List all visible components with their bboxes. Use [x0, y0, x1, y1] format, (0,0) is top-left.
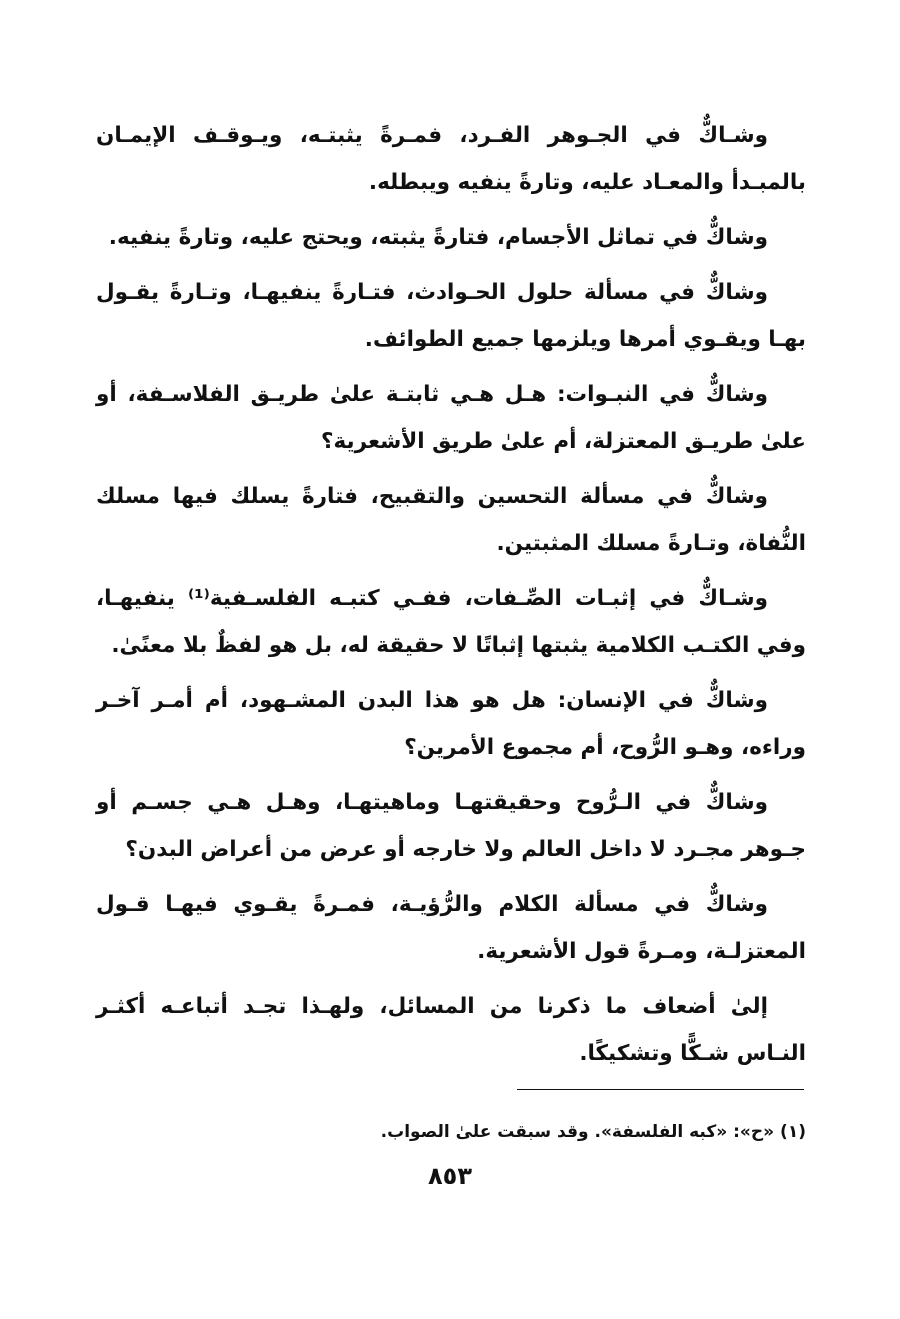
paragraph: وشاكٌّ في تماثل الأجسام، فتارةً يثبته، ويحتج عليه، وتارةً ينفيه. — [108, 225, 768, 250]
page-number: ٨٥٣ — [428, 1162, 472, 1190]
paragraph: وشاكٌّ في النبـوات: هـل هـي ثابتـة علىٰ طريـق الفلاسـفة، أو علىٰ طريـق المعتزلة، أم علىٰ طريق الأشعرية؟ — [96, 382, 806, 454]
paragraph: وشاكٌّ في الإنسان: هل هو هذا البدن المشـهود، أم أمـر آخـر وراءه، وهـو الرُّوح، أم مجموع الأمرين؟ — [96, 688, 806, 760]
footnote-divider — [517, 1089, 804, 1090]
paragraph: وشاكٌّ في مسألة التحسين والتقبيح، فتارةً يسلك فيها مسلك النُّفاة، وتـارةً مسلك المثبتين. — [96, 484, 806, 556]
paragraph: وشـاكٌّ في الجـوهر الفـرد، فمـرةً يثبتـه، ويـوقـف الإيمـان بالمبـدأ والمعـاد عليه، وتارةً ينفيه ويبطله. — [96, 123, 806, 195]
footnote: (١) «ح»: «كبه الفلسفة». وقد سبقت علىٰ الصواب. — [380, 1122, 806, 1142]
paragraph: وشاكٌّ في مسألة الكلام والرُّؤيـة، فمـرةً يقـوي فيهـا قـول المعتزلـة، ومـرةً قول الأشعرية. — [96, 892, 806, 964]
paragraph: وشاكٌّ في الـرُّوح وحقيقتهـا وماهيتهـا، وهـل هـي جسـم أو جـوهر مجـرد لا داخل العالم ولا خارجه أو عرض من أعراض البدن؟ — [96, 790, 806, 862]
paragraph: إلىٰ أضعاف ما ذكرنا من المسائل، ولهـذا تجـد أتباعـه أكثـر النـاس شـكًّا وتشكيكًا. — [96, 994, 806, 1066]
paragraph: وشـاكٌّ في إثبـات الصِّـفات، ففـي كتبـه الفلسـفية⁽¹⁾ ينفيهـا، وفي الكتـب الكلامية يثبتها إثباتًا لا حقيقة له، بل هو لفظٌ بلا معنًىٰ. — [96, 586, 806, 658]
main-text — [96, 112, 806, 1077]
paragraph: وشاكٌّ في مسألة حلول الحـوادث، فتـارةً ينفيهـا، وتـارةً يقـول بهـا ويقـوي أمرها ويلزمها جميع الطوائف. — [96, 280, 806, 352]
